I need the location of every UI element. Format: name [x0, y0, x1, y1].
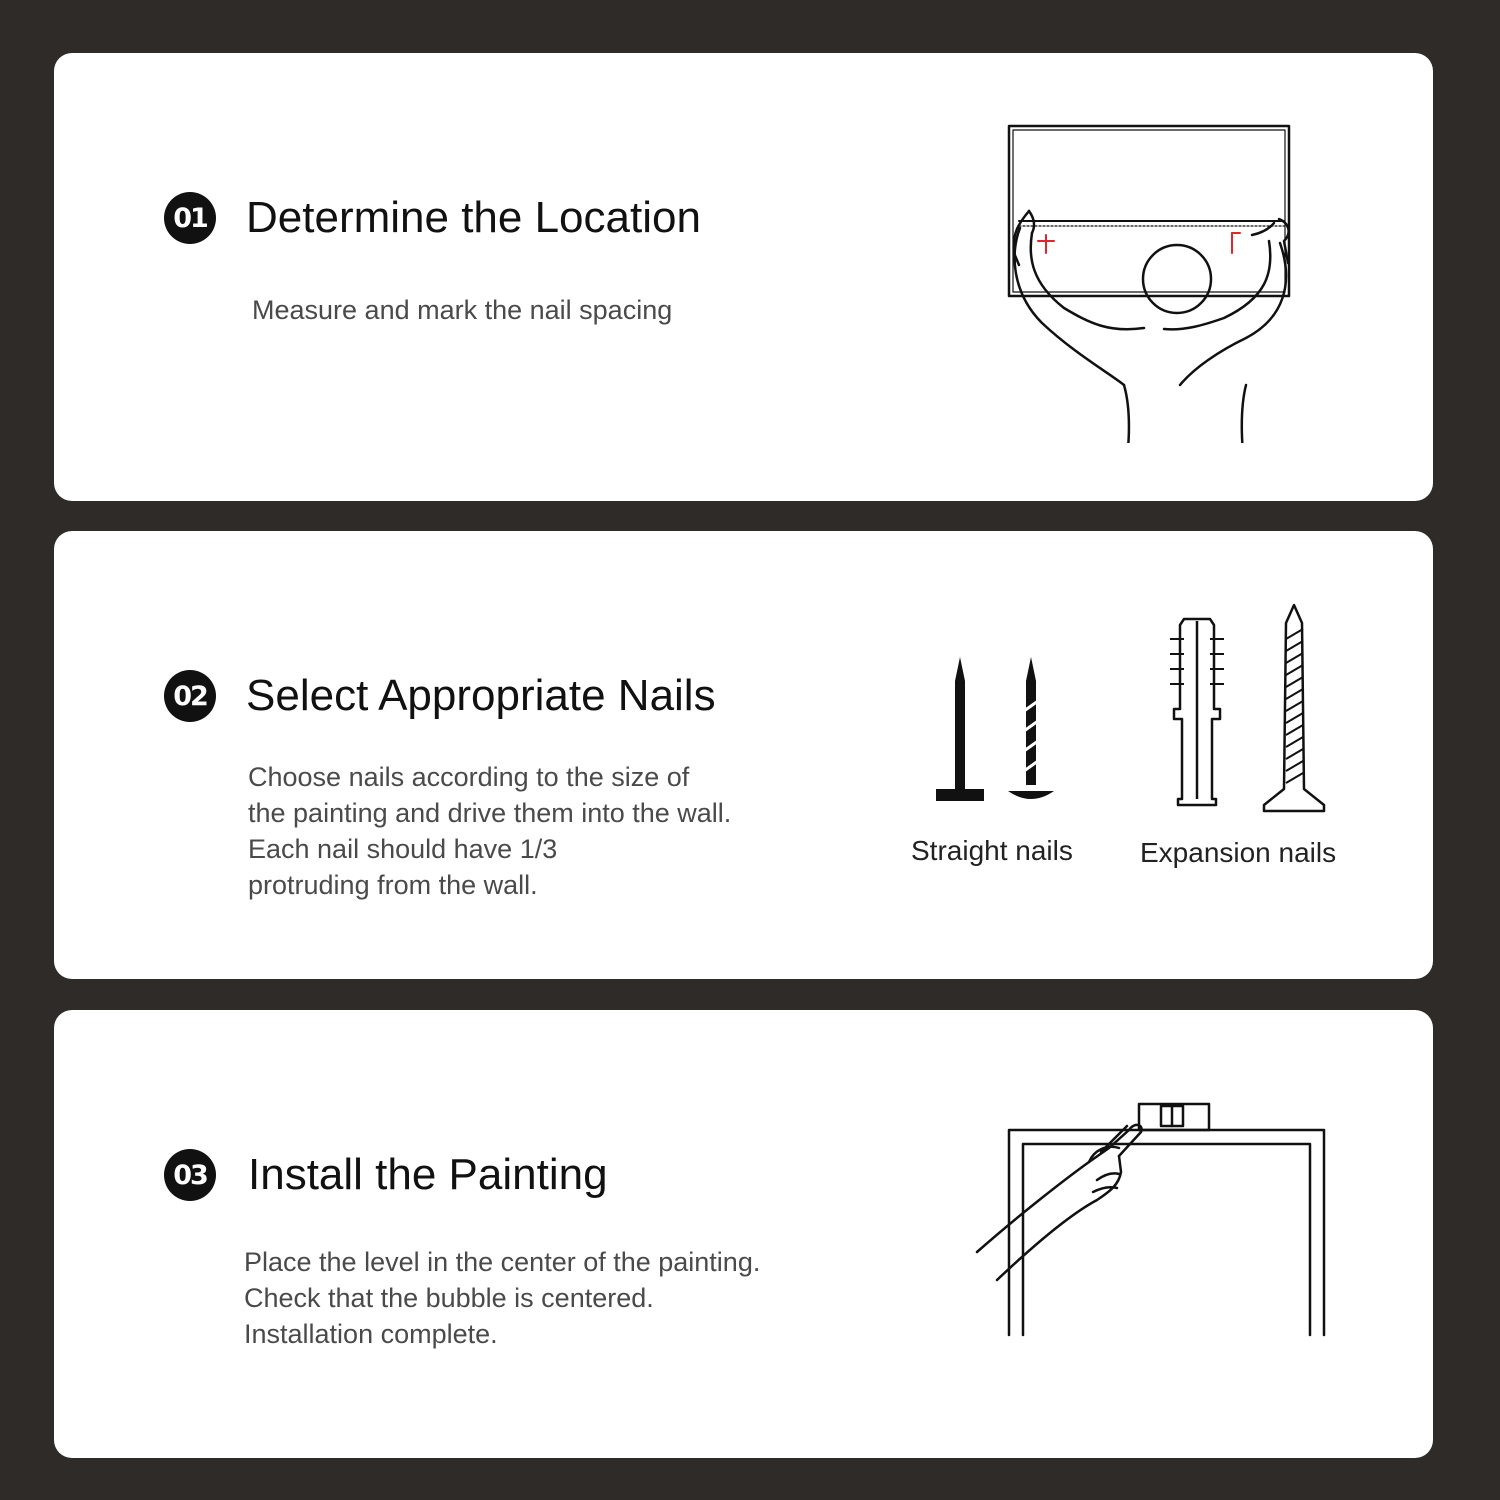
description-line: Installation complete. [244, 1319, 498, 1349]
step-card-3 [54, 1010, 1433, 1458]
step-card-2 [54, 531, 1433, 979]
step-title: Install the Painting [248, 1150, 608, 1199]
step-card-1 [54, 53, 1433, 501]
expansion-nails-icon [1154, 599, 1344, 819]
step-number-badge: 01 [164, 192, 216, 244]
straight-nails-icon [924, 651, 1074, 811]
description-line: Check that the bubble is centered. [244, 1283, 654, 1313]
step-description [248, 759, 731, 903]
description-line: Each nail should have 1/3 [248, 834, 558, 864]
step-number-badge: 03 [164, 1149, 216, 1201]
description-line: the painting and drive them into the wall. [248, 798, 732, 828]
step-description [252, 292, 672, 328]
description-line: Place the level in the center of the painting. [244, 1247, 761, 1277]
expansion-nails-label: Expansion nails [1140, 837, 1337, 868]
straight-nails-label: Straight nails [911, 835, 1073, 866]
step-description [244, 1244, 760, 1352]
hand-placing-level-icon [969, 1090, 1339, 1350]
person-measuring-frame-icon [984, 123, 1304, 443]
step-title: Select Appropriate Nails [246, 671, 716, 720]
description-line: protruding from the wall. [248, 870, 538, 900]
description-line: Measure and mark the nail spacing [252, 295, 673, 325]
step-title: Determine the Location [246, 193, 701, 242]
description-line: Choose nails according to the size of [248, 762, 690, 792]
step-number-badge: 02 [164, 670, 216, 722]
